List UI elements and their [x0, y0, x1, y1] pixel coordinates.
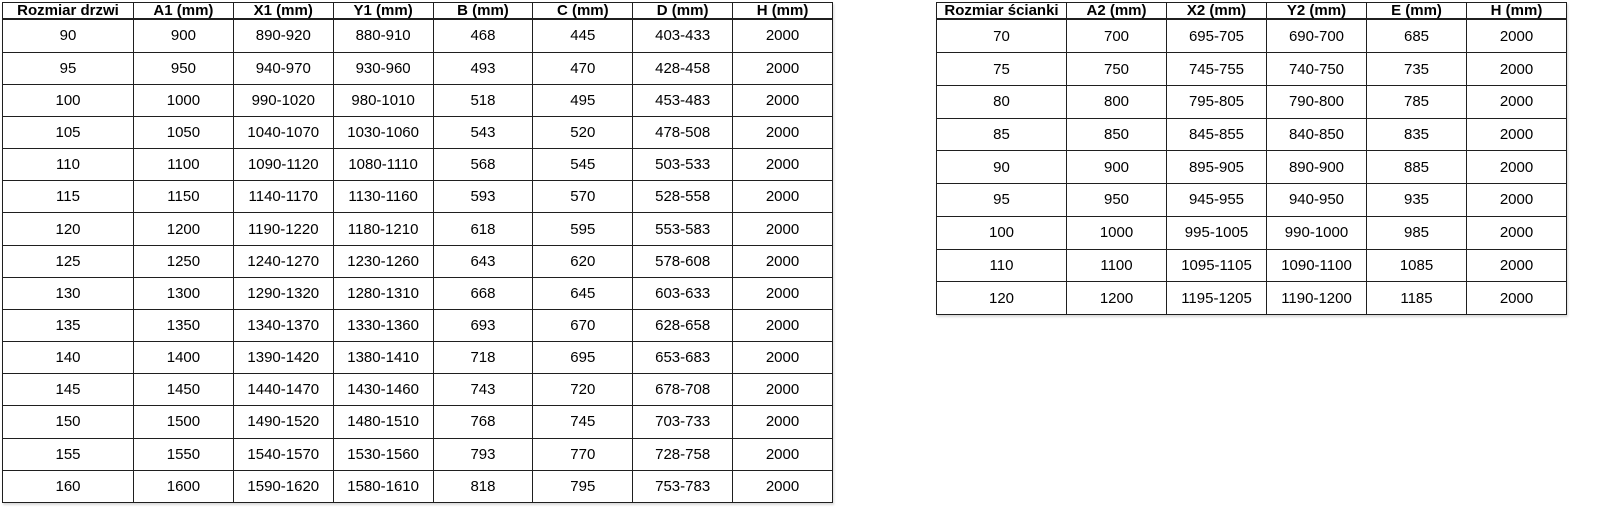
- table-cell: 643: [433, 245, 533, 277]
- table-cell: 1190-1200: [1267, 282, 1367, 315]
- door-size-table: [2, 2, 833, 503]
- wall-panel-size-table: [936, 2, 1567, 315]
- column-header: B (mm): [433, 3, 533, 20]
- table-cell: 1080-1110: [333, 149, 433, 181]
- table-cell: 950: [134, 52, 234, 84]
- table-cell: 570: [533, 181, 633, 213]
- table-cell: 678-708: [633, 374, 733, 406]
- table-cell: 695: [533, 342, 633, 374]
- table-cell: 670: [533, 309, 633, 341]
- column-header: H (mm): [1467, 3, 1567, 20]
- table-cell: 1380-1410: [333, 342, 433, 374]
- table-cell: 105: [3, 116, 134, 148]
- table-cell: 628-658: [633, 309, 733, 341]
- table-cell: 2000: [733, 149, 833, 181]
- table-cell: 1095-1105: [1167, 249, 1267, 282]
- column-header: Rozmiar ścianki: [937, 3, 1067, 20]
- table-cell: 403-433: [633, 19, 733, 52]
- table-cell: 1030-1060: [333, 116, 433, 148]
- table-cell: 2000: [733, 116, 833, 148]
- table-cell: 720: [533, 374, 633, 406]
- table-cell: 1000: [1067, 216, 1167, 249]
- table-cell: 740-750: [1267, 53, 1367, 86]
- table-cell: 1140-1170: [233, 181, 333, 213]
- table-cell: 1390-1420: [233, 342, 333, 374]
- table-cell: 2000: [733, 19, 833, 52]
- table-cell: 768: [433, 406, 533, 438]
- table-cell: 428-458: [633, 52, 733, 84]
- table-cell: 1050: [134, 116, 234, 148]
- table-cell: 518: [433, 84, 533, 116]
- table-cell: 2000: [733, 84, 833, 116]
- table-cell: 1250: [134, 245, 234, 277]
- table-cell: 520: [533, 116, 633, 148]
- table-cell: 945-955: [1167, 184, 1267, 217]
- table-cell: 1290-1320: [233, 277, 333, 309]
- table-cell: 618: [433, 213, 533, 245]
- table-cell: 770: [533, 438, 633, 470]
- table-cell: 690-700: [1267, 19, 1367, 53]
- door-table-body: [3, 19, 833, 503]
- table-cell: 835: [1367, 118, 1467, 151]
- table-cell: 895-905: [1167, 151, 1267, 184]
- table-row: [3, 277, 833, 309]
- table-cell: 1195-1205: [1167, 282, 1267, 315]
- table-cell: 790-800: [1267, 85, 1367, 118]
- table-cell: 445: [533, 19, 633, 52]
- table-cell: 470: [533, 52, 633, 84]
- table-cell: 115: [3, 181, 134, 213]
- table-cell: 100: [937, 216, 1067, 249]
- table-cell: 568: [433, 149, 533, 181]
- table-cell: 1480-1510: [333, 406, 433, 438]
- table-cell: 750: [1067, 53, 1167, 86]
- table-cell: 620: [533, 245, 633, 277]
- table-cell: 2000: [1467, 118, 1567, 151]
- table-cell: 495: [533, 84, 633, 116]
- wall-table-body: [937, 19, 1567, 315]
- column-header: X2 (mm): [1167, 3, 1267, 20]
- table-cell: 703-733: [633, 406, 733, 438]
- table-row: [937, 85, 1567, 118]
- table-cell: 85: [937, 118, 1067, 151]
- table-row: [3, 309, 833, 341]
- table-cell: 1340-1370: [233, 309, 333, 341]
- table-cell: 75: [937, 53, 1067, 86]
- table-cell: 800: [1067, 85, 1167, 118]
- table-cell: 503-533: [633, 149, 733, 181]
- table-cell: 2000: [733, 374, 833, 406]
- table-row: [3, 213, 833, 245]
- table-cell: 2000: [733, 342, 833, 374]
- table-cell: 1350: [134, 309, 234, 341]
- table-cell: 578-608: [633, 245, 733, 277]
- table-row: [3, 406, 833, 438]
- table-row: [3, 52, 833, 84]
- table-cell: 1440-1470: [233, 374, 333, 406]
- table-cell: 2000: [733, 438, 833, 470]
- table-cell: 95: [937, 184, 1067, 217]
- table-cell: 120: [3, 213, 134, 245]
- table-cell: 745-755: [1167, 53, 1267, 86]
- table-cell: 70: [937, 19, 1067, 53]
- table-cell: 1180-1210: [333, 213, 433, 245]
- table-cell: 595: [533, 213, 633, 245]
- header-row: [937, 3, 1567, 20]
- table-cell: 995-1005: [1167, 216, 1267, 249]
- table-cell: 160: [3, 470, 134, 502]
- table-cell: 645: [533, 277, 633, 309]
- table-cell: 2000: [1467, 151, 1567, 184]
- table-cell: 2000: [1467, 85, 1567, 118]
- table-cell: 985: [1367, 216, 1467, 249]
- table-row: [937, 216, 1567, 249]
- table-cell: 125: [3, 245, 134, 277]
- table-cell: 840-850: [1267, 118, 1367, 151]
- table-cell: 1540-1570: [233, 438, 333, 470]
- table-row: [937, 19, 1567, 53]
- table-cell: 1230-1260: [333, 245, 433, 277]
- table-cell: 735: [1367, 53, 1467, 86]
- table-row: [3, 181, 833, 213]
- table-cell: 695-705: [1167, 19, 1267, 53]
- table-cell: 1590-1620: [233, 470, 333, 502]
- table-cell: 700: [1067, 19, 1167, 53]
- table-cell: 845-855: [1167, 118, 1267, 151]
- column-header: X1 (mm): [233, 3, 333, 20]
- table-cell: 1600: [134, 470, 234, 502]
- table-cell: 940-970: [233, 52, 333, 84]
- table-row: [3, 116, 833, 148]
- table-cell: 2000: [733, 309, 833, 341]
- table-cell: 728-758: [633, 438, 733, 470]
- table-cell: 890-920: [233, 19, 333, 52]
- table-cell: 2000: [733, 52, 833, 84]
- table-cell: 1000: [134, 84, 234, 116]
- table-cell: 120: [937, 282, 1067, 315]
- table-cell: 2000: [733, 277, 833, 309]
- table-cell: 493: [433, 52, 533, 84]
- table-cell: 1500: [134, 406, 234, 438]
- table-cell: 1090-1120: [233, 149, 333, 181]
- table-cell: 818: [433, 470, 533, 502]
- table-cell: 745: [533, 406, 633, 438]
- table-cell: 940-950: [1267, 184, 1367, 217]
- table-cell: 1100: [1067, 249, 1167, 282]
- table-cell: 2000: [1467, 53, 1567, 86]
- table-cell: 1450: [134, 374, 234, 406]
- table-cell: 1130-1160: [333, 181, 433, 213]
- column-header: Y1 (mm): [333, 3, 433, 20]
- table-cell: 668: [433, 277, 533, 309]
- table-cell: 753-783: [633, 470, 733, 502]
- table-cell: 453-483: [633, 84, 733, 116]
- table-cell: 1185: [1367, 282, 1467, 315]
- table-row: [3, 19, 833, 52]
- table-cell: 795: [533, 470, 633, 502]
- column-header: H (mm): [733, 3, 833, 20]
- table-cell: 980-1010: [333, 84, 433, 116]
- table-cell: 2000: [1467, 19, 1567, 53]
- column-header: Y2 (mm): [1267, 3, 1367, 20]
- table-cell: 100: [3, 84, 134, 116]
- table-cell: 1490-1520: [233, 406, 333, 438]
- table-cell: 2000: [1467, 249, 1567, 282]
- table-row: [3, 149, 833, 181]
- table-cell: 785: [1367, 85, 1467, 118]
- table-cell: 1430-1460: [333, 374, 433, 406]
- table-cell: 135: [3, 309, 134, 341]
- table-row: [937, 249, 1567, 282]
- table-cell: 885: [1367, 151, 1467, 184]
- table-cell: 935: [1367, 184, 1467, 217]
- table-cell: 545: [533, 149, 633, 181]
- table-cell: 1280-1310: [333, 277, 433, 309]
- table-row: [3, 84, 833, 116]
- table-cell: 1240-1270: [233, 245, 333, 277]
- column-header: Rozmiar drzwi: [3, 3, 134, 20]
- table-cell: 795-805: [1167, 85, 1267, 118]
- table-cell: 110: [937, 249, 1067, 282]
- table-cell: 1530-1560: [333, 438, 433, 470]
- table-cell: 593: [433, 181, 533, 213]
- table-cell: 130: [3, 277, 134, 309]
- table-cell: 80: [937, 85, 1067, 118]
- table-cell: 1200: [1067, 282, 1167, 315]
- table-cell: 1400: [134, 342, 234, 374]
- table-cell: 145: [3, 374, 134, 406]
- table-row: [3, 438, 833, 470]
- table-cell: 478-508: [633, 116, 733, 148]
- table-cell: 90: [3, 19, 134, 52]
- table-row: [937, 118, 1567, 151]
- table-row: [3, 342, 833, 374]
- table-cell: 900: [134, 19, 234, 52]
- table-cell: 468: [433, 19, 533, 52]
- column-header: A1 (mm): [134, 3, 234, 20]
- table-cell: 900: [1067, 151, 1167, 184]
- table-cell: 653-683: [633, 342, 733, 374]
- table-cell: 2000: [733, 406, 833, 438]
- table-cell: 693: [433, 309, 533, 341]
- table-cell: 95: [3, 52, 134, 84]
- table-cell: 930-960: [333, 52, 433, 84]
- table-cell: 1085: [1367, 249, 1467, 282]
- table-cell: 990-1000: [1267, 216, 1367, 249]
- table-row: [3, 470, 833, 502]
- table-cell: 1330-1360: [333, 309, 433, 341]
- table-row: [937, 282, 1567, 315]
- door-table-head: [3, 3, 833, 20]
- table-cell: 1550: [134, 438, 234, 470]
- table-cell: 890-900: [1267, 151, 1367, 184]
- table-cell: 950: [1067, 184, 1167, 217]
- table-cell: 1040-1070: [233, 116, 333, 148]
- table-cell: 90: [937, 151, 1067, 184]
- table-cell: 140: [3, 342, 134, 374]
- table-cell: 1100: [134, 149, 234, 181]
- table-cell: 1300: [134, 277, 234, 309]
- table-cell: 528-558: [633, 181, 733, 213]
- table-cell: 155: [3, 438, 134, 470]
- table-cell: 718: [433, 342, 533, 374]
- table-cell: 990-1020: [233, 84, 333, 116]
- table-cell: 603-633: [633, 277, 733, 309]
- table-cell: 850: [1067, 118, 1167, 151]
- column-header: E (mm): [1367, 3, 1467, 20]
- column-header: D (mm): [633, 3, 733, 20]
- table-cell: 685: [1367, 19, 1467, 53]
- table-cell: 1090-1100: [1267, 249, 1367, 282]
- wall-table-head: [937, 3, 1567, 20]
- table-cell: 2000: [1467, 216, 1567, 249]
- table-cell: 2000: [733, 181, 833, 213]
- table-row: [937, 53, 1567, 86]
- table-row: [937, 151, 1567, 184]
- table-cell: 2000: [733, 213, 833, 245]
- table-cell: 1150: [134, 181, 234, 213]
- column-header: A2 (mm): [1067, 3, 1167, 20]
- table-cell: 743: [433, 374, 533, 406]
- table-cell: 2000: [733, 470, 833, 502]
- column-header: C (mm): [533, 3, 633, 20]
- table-row: [3, 374, 833, 406]
- table-row: [3, 245, 833, 277]
- table-cell: 2000: [733, 245, 833, 277]
- table-cell: 1190-1220: [233, 213, 333, 245]
- table-cell: 880-910: [333, 19, 433, 52]
- table-cell: 553-583: [633, 213, 733, 245]
- table-cell: 793: [433, 438, 533, 470]
- table-cell: 543: [433, 116, 533, 148]
- table-cell: 110: [3, 149, 134, 181]
- header-row: [3, 3, 833, 20]
- table-cell: 2000: [1467, 282, 1567, 315]
- table-cell: 150: [3, 406, 134, 438]
- table-row: [937, 184, 1567, 217]
- table-cell: 1200: [134, 213, 234, 245]
- table-cell: 1580-1610: [333, 470, 433, 502]
- table-cell: 2000: [1467, 184, 1567, 217]
